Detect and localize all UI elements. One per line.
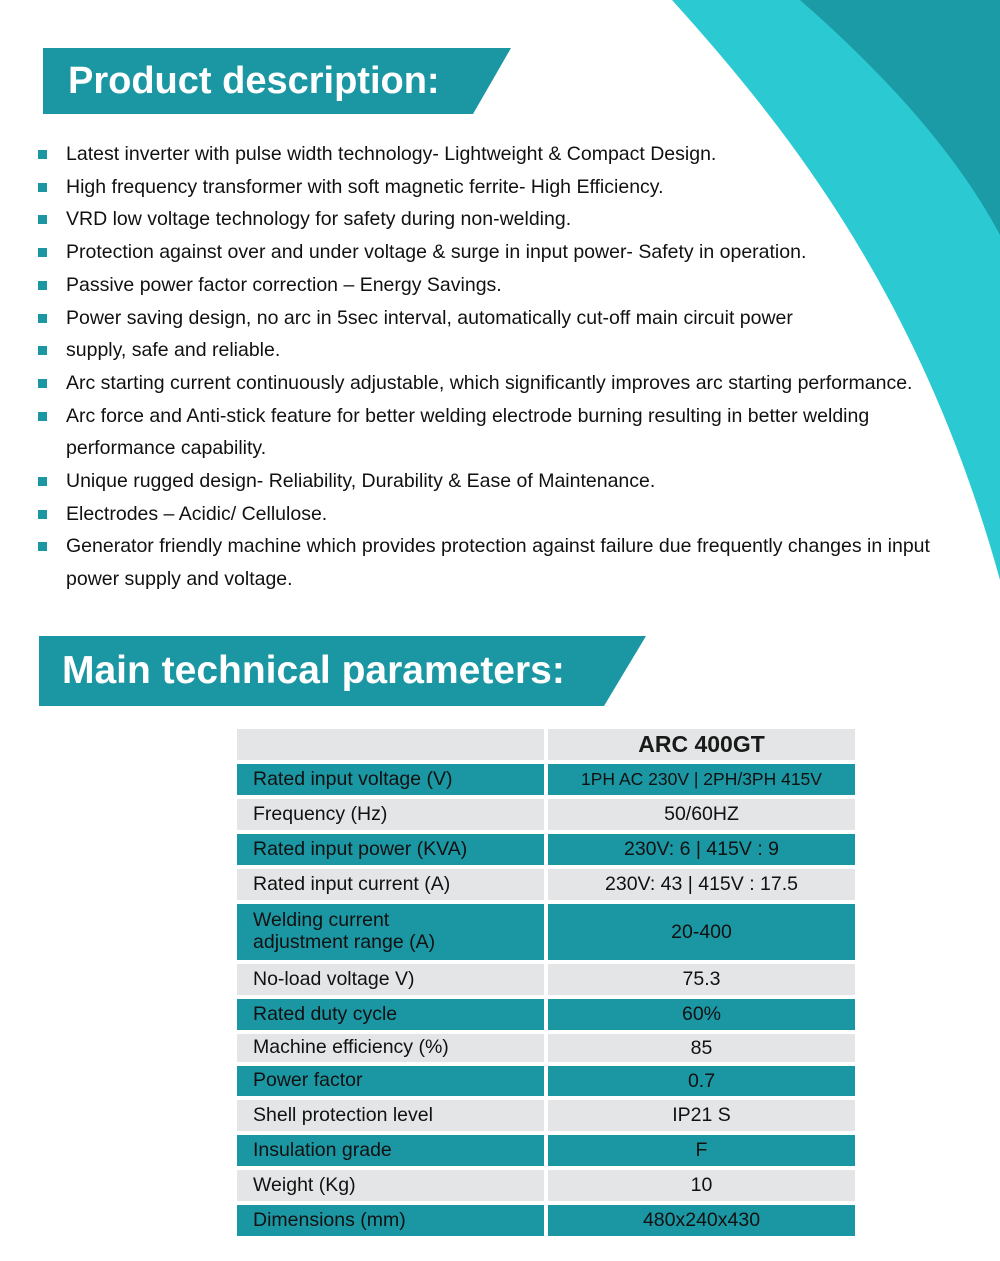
param-label: Rated input voltage (V) xyxy=(237,764,544,795)
table-row xyxy=(237,869,855,900)
square-bullet-icon xyxy=(38,346,47,355)
description-item: High frequency transformer with soft magnetic ferrite- High Efficiency. xyxy=(38,171,938,204)
param-value: 230V: 43 | 415V : 17.5 xyxy=(548,869,855,900)
description-item: Arc starting current continuously adjustable, which significantly improves arc starting performance. xyxy=(38,367,938,400)
table-row xyxy=(237,764,855,795)
description-item: Protection against over and under voltage & surge in input power- Safety in operation. xyxy=(38,236,938,269)
product-description-list xyxy=(38,138,938,596)
square-bullet-icon xyxy=(38,477,47,486)
square-bullet-icon xyxy=(38,510,47,519)
param-label: Power factor xyxy=(237,1066,544,1096)
table-row xyxy=(237,904,855,960)
table-row xyxy=(237,1135,855,1166)
description-item: VRD low voltage technology for safety during non-welding. xyxy=(38,203,938,236)
description-item: Unique rugged design- Reliability, Durability & Ease of Maintenance. xyxy=(38,465,938,498)
param-value: 1PH AC 230V | 2PH/3PH 415V xyxy=(548,764,855,795)
param-label: Rated input power (KVA) xyxy=(237,834,544,865)
description-item: supply, safe and reliable. xyxy=(38,334,938,367)
param-value: F xyxy=(548,1135,855,1166)
description-item: Latest inverter with pulse width technology- Lightweight & Compact Design. xyxy=(38,138,938,171)
param-label: Insulation grade xyxy=(237,1135,544,1166)
table-row xyxy=(237,1100,855,1131)
param-label: Weight (Kg) xyxy=(237,1170,544,1201)
param-label: Dimensions (mm) xyxy=(237,1205,544,1236)
param-value: 85 xyxy=(548,1034,855,1062)
description-item: Passive power factor correction – Energy Savings. xyxy=(38,269,938,302)
param-value: 0.7 xyxy=(548,1066,855,1096)
description-item: Arc force and Anti-stick feature for better welding electrode burning resulting in better welding performance capability. xyxy=(38,400,938,465)
table-row xyxy=(237,1066,855,1096)
param-label: No-load voltage V) xyxy=(237,964,544,995)
header-empty-cell xyxy=(237,729,544,760)
square-bullet-icon xyxy=(38,281,47,290)
table-row xyxy=(237,1205,855,1236)
square-bullet-icon xyxy=(38,379,47,388)
table-row xyxy=(237,799,855,830)
table-row xyxy=(237,999,855,1030)
table-row xyxy=(237,834,855,865)
table-row xyxy=(237,1034,855,1062)
description-item: Electrodes – Acidic/ Cellulose. xyxy=(38,498,938,531)
table-header-row xyxy=(237,729,855,760)
description-item: Generator friendly machine which provides protection against failure due frequently changes in input power supply and voltage. xyxy=(38,530,938,595)
table-row xyxy=(237,964,855,995)
param-value: IP21 S xyxy=(548,1100,855,1131)
param-value: 75.3 xyxy=(548,964,855,995)
square-bullet-icon xyxy=(38,150,47,159)
param-label: Welding current adjustment range (A) xyxy=(237,904,544,960)
square-bullet-icon xyxy=(38,314,47,323)
param-value: 230V: 6 | 415V : 9 xyxy=(548,834,855,865)
model-name-cell: ARC 400GT xyxy=(548,729,855,760)
technical-parameters-table xyxy=(233,725,859,1240)
param-value: 10 xyxy=(548,1170,855,1201)
param-label: Rated duty cycle xyxy=(237,999,544,1030)
square-bullet-icon xyxy=(38,183,47,192)
param-label: Machine efficiency (%) xyxy=(237,1034,544,1062)
square-bullet-icon xyxy=(38,412,47,421)
square-bullet-icon xyxy=(38,248,47,257)
param-value: 60% xyxy=(548,999,855,1030)
param-value: 480x240x430 xyxy=(548,1205,855,1236)
param-value: 20-400 xyxy=(548,904,855,960)
table-row xyxy=(237,1170,855,1201)
technical-parameters-banner xyxy=(39,636,646,706)
param-label: Frequency (Hz) xyxy=(237,799,544,830)
product-description-banner xyxy=(43,48,511,114)
product-description-title: Product description: xyxy=(68,59,440,102)
param-label: Rated input current (A) xyxy=(237,869,544,900)
technical-parameters-title: Main technical parameters: xyxy=(62,649,565,692)
param-label: Shell protection level xyxy=(237,1100,544,1131)
description-item: Power saving design, no arc in 5sec interval, automatically cut-off main circuit power xyxy=(38,302,938,335)
square-bullet-icon xyxy=(38,215,47,224)
param-value: 50/60HZ xyxy=(548,799,855,830)
square-bullet-icon xyxy=(38,542,47,551)
